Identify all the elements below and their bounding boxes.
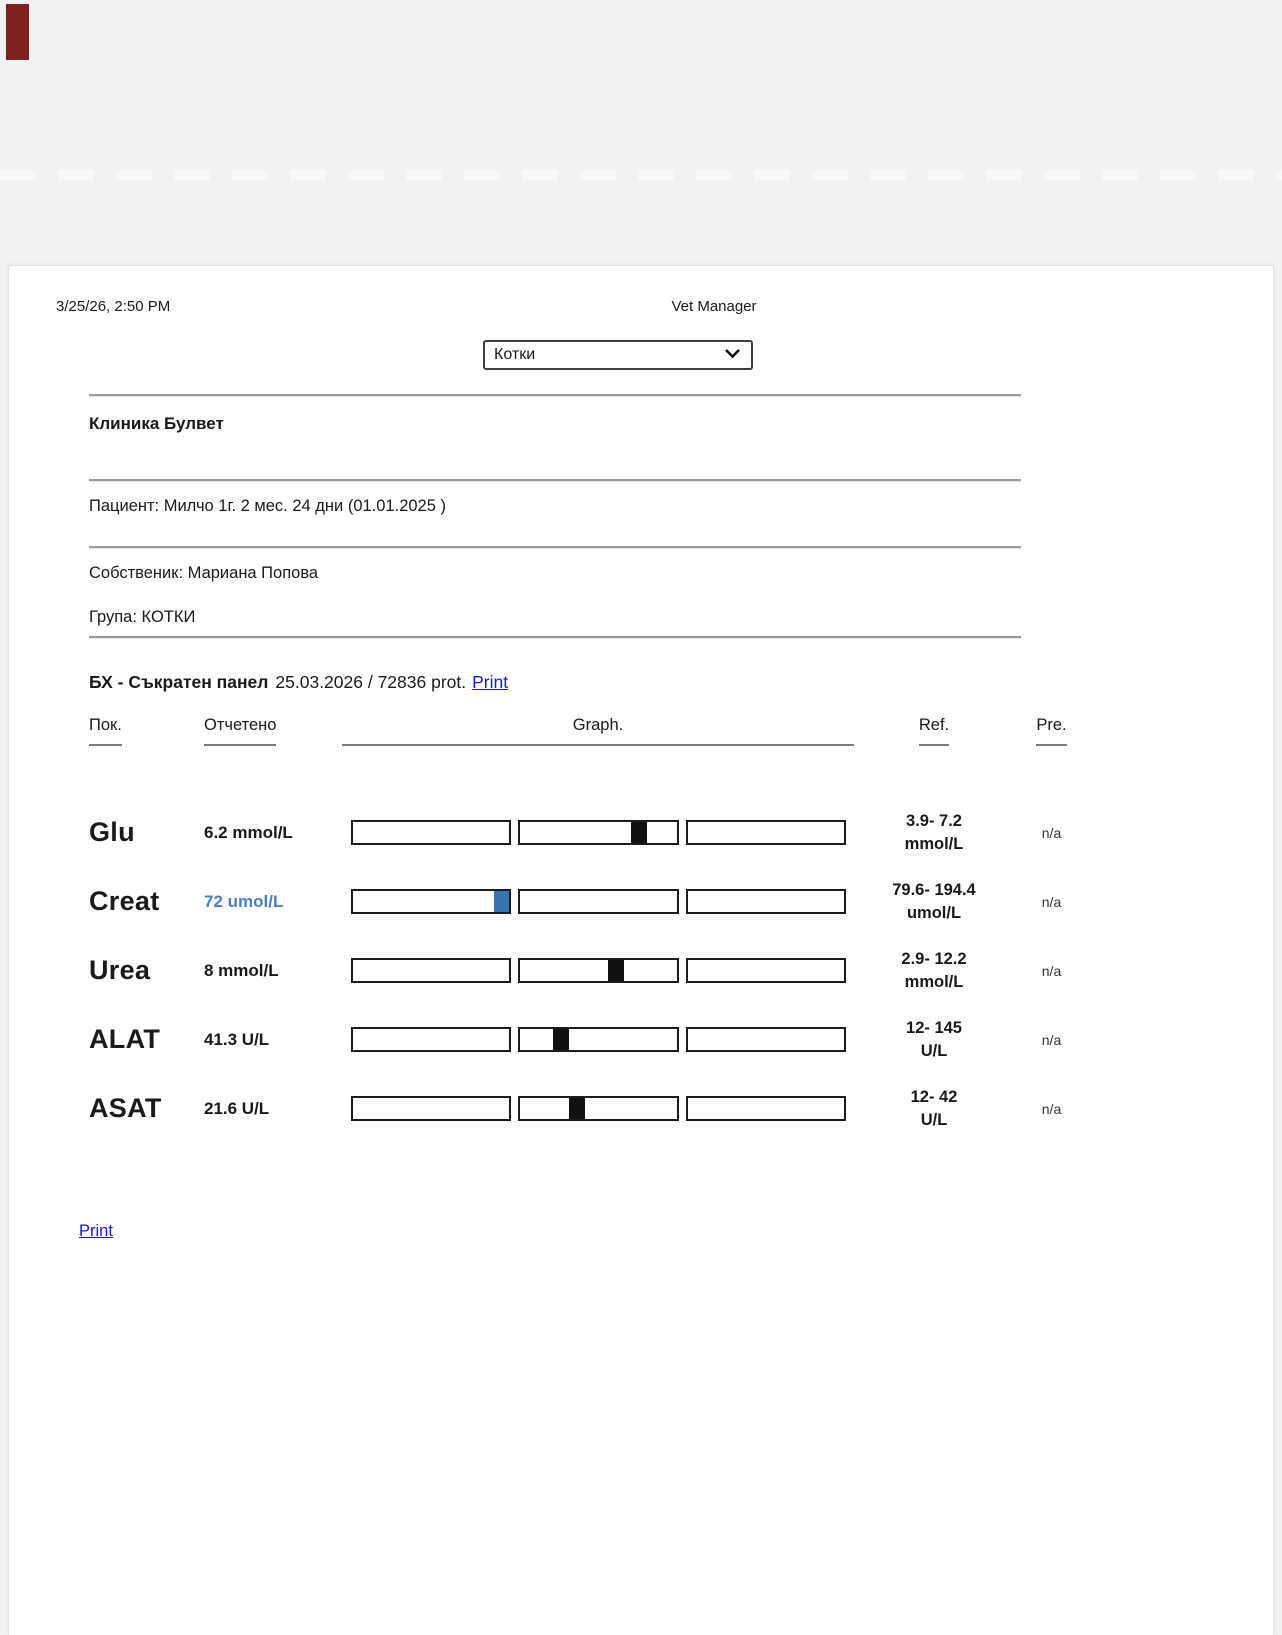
range-segment-low (351, 1096, 511, 1121)
range-segment-high (686, 958, 846, 983)
previous-value: n/a (1041, 1100, 1062, 1117)
ref-range (854, 810, 1014, 855)
ref-range-unit: mmol/L (904, 972, 964, 991)
table-row (89, 1074, 1089, 1143)
range-segment-high (686, 1096, 846, 1121)
header-graph: Graph. (572, 716, 624, 734)
range-graph (351, 1027, 846, 1052)
ref-range (854, 1086, 1014, 1131)
header-pre: Pre. (1036, 716, 1066, 746)
document-page (8, 265, 1274, 1635)
reported-value: 6.2 mmol/L (204, 822, 293, 842)
value-marker (608, 960, 624, 981)
app-title: Vet Manager (671, 298, 757, 315)
panel-title-name: БХ - Съкратен панел (89, 672, 269, 692)
header-indicator: Пок. (89, 716, 122, 746)
group-line: Група: КОТКИ (89, 608, 196, 626)
header-reported: Отчетено (204, 716, 276, 746)
range-segment-low (351, 820, 511, 845)
ref-range-values: 12- 42 (910, 1088, 958, 1107)
table-row (89, 867, 1089, 936)
range-segment-high (686, 889, 846, 914)
panel-print-link[interactable]: Print (472, 672, 509, 692)
clinic-name: Клиника Булвет (89, 414, 224, 433)
reported-value: 41.3 U/L (204, 1029, 270, 1049)
divider (89, 394, 1021, 397)
analyte-name: Glu (89, 817, 135, 847)
value-marker (494, 891, 510, 912)
table-row (89, 798, 1089, 867)
ref-range-unit: mmol/L (904, 834, 964, 853)
species-select-value: Котки (494, 346, 536, 363)
range-segment-normal (518, 1027, 678, 1052)
analyte-name: Creat (89, 886, 160, 916)
divider (89, 479, 1021, 482)
header-ref: Ref. (919, 716, 949, 746)
previous-value: n/a (1041, 962, 1062, 979)
results-table (89, 716, 1089, 1143)
range-segment-low (351, 1027, 511, 1052)
table-row (89, 936, 1089, 1005)
reported-value: 72 umol/L (204, 891, 284, 911)
range-graph (351, 1096, 846, 1121)
reported-value: 21.6 U/L (204, 1098, 270, 1118)
previous-value: n/a (1041, 824, 1062, 841)
footer-print-link[interactable]: Print (79, 1222, 113, 1240)
ref-range (854, 948, 1014, 993)
range-segment-high (686, 1027, 846, 1052)
range-segment-normal (518, 889, 678, 914)
range-segment-low (351, 889, 511, 914)
table-row (89, 1005, 1089, 1074)
patient-line: Пациент: Милчо 1г. 2 мес. 24 дни (01.01.2025 ) (89, 497, 446, 515)
range-segment-low (351, 958, 511, 983)
previous-value: n/a (1041, 1031, 1062, 1048)
analyte-name: Urea (89, 955, 151, 985)
ref-range-values: 79.6- 194.4 (892, 881, 976, 900)
ref-range (854, 1017, 1014, 1062)
previous-value: n/a (1041, 893, 1062, 910)
ref-range-unit: umol/L (906, 903, 962, 922)
print-datetime: 3/25/26, 2:50 PM (56, 298, 171, 315)
owner-line: Собственик: Мариана Попова (89, 564, 319, 582)
chevron-down-icon (724, 346, 741, 364)
range-segment-normal (518, 820, 678, 845)
ref-range-unit: U/L (920, 1110, 948, 1129)
corner-red-block (6, 4, 29, 60)
species-select[interactable] (483, 340, 753, 370)
analyte-name: ASAT (89, 1093, 162, 1123)
ref-range-values: 2.9- 12.2 (901, 950, 967, 969)
ref-range-values: 3.9- 7.2 (906, 812, 962, 831)
value-marker (631, 822, 647, 843)
panel-title (89, 672, 508, 693)
background-texture (0, 140, 1282, 265)
range-graph (351, 820, 846, 845)
footer-print-wrapper (79, 1222, 113, 1241)
range-segment-normal (518, 958, 678, 983)
ref-range (854, 879, 1014, 924)
ref-range-unit: U/L (920, 1041, 948, 1060)
range-segment-high (686, 820, 846, 845)
table-rows (89, 798, 1089, 1143)
table-header-row (89, 716, 1089, 746)
range-segment-normal (518, 1096, 678, 1121)
divider (89, 636, 1021, 639)
analyte-name: ALAT (89, 1024, 161, 1054)
range-graph (351, 889, 846, 914)
header-graph-underline (342, 744, 854, 746)
panel-title-meta: 25.03.2026 / 72836 prot. (275, 672, 467, 692)
value-marker (569, 1098, 585, 1119)
reported-value: 8 mmol/L (204, 960, 279, 980)
range-graph (351, 958, 846, 983)
divider (89, 546, 1021, 549)
value-marker (553, 1029, 569, 1050)
ref-range-values: 12- 145 (906, 1019, 962, 1038)
